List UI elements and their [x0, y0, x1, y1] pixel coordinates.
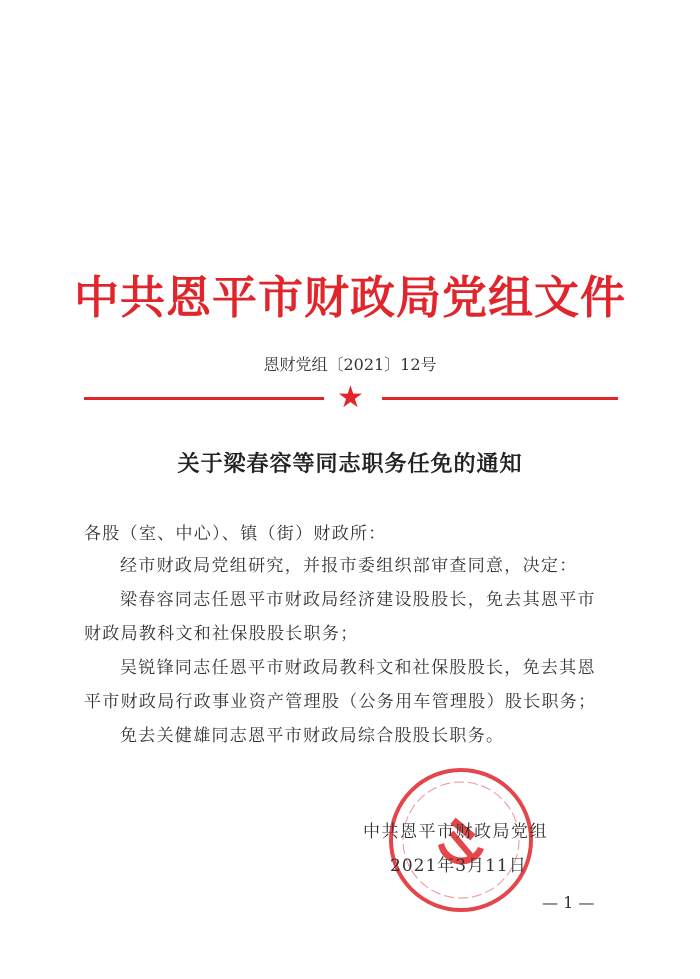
page-number: — 1 — — [542, 893, 595, 912]
body-line: 吴锐锋同志任恩平市财政局教科文和社保股股长，免去其恩 — [120, 658, 596, 678]
body-line: 免去关健雄同志恩平市财政局综合股股长职务。 — [120, 726, 505, 746]
star-icon: ★ — [337, 380, 364, 415]
body-line: 平市财政局行政事业资产管理股（公务用车管理股）股长职务； — [84, 692, 597, 712]
red-divider-left — [84, 397, 324, 400]
issue-date: 2021年3月11日 — [390, 856, 527, 876]
body-line: 经市财政局党组研究，并报市委组织部审查同意，决定： — [120, 556, 578, 576]
notice-heading: 关于梁春容等同志职务任免的通知 — [177, 451, 523, 477]
document-number: 恩财党组〔2021〕12号 — [263, 355, 437, 374]
document-title: 中共恩平市财政局党组文件 — [73, 271, 626, 324]
signer: 中共恩平市财政局党组 — [363, 822, 548, 842]
salutation: 各股（室、中心）、镇（街）财政所： — [84, 524, 387, 544]
red-divider-right — [382, 397, 618, 400]
body-line: 梁春容同志任恩平市财政局经济建设股股长，免去其恩平市 — [120, 590, 596, 610]
body-line: 财政局教科文和社保股股长职务； — [84, 624, 359, 644]
